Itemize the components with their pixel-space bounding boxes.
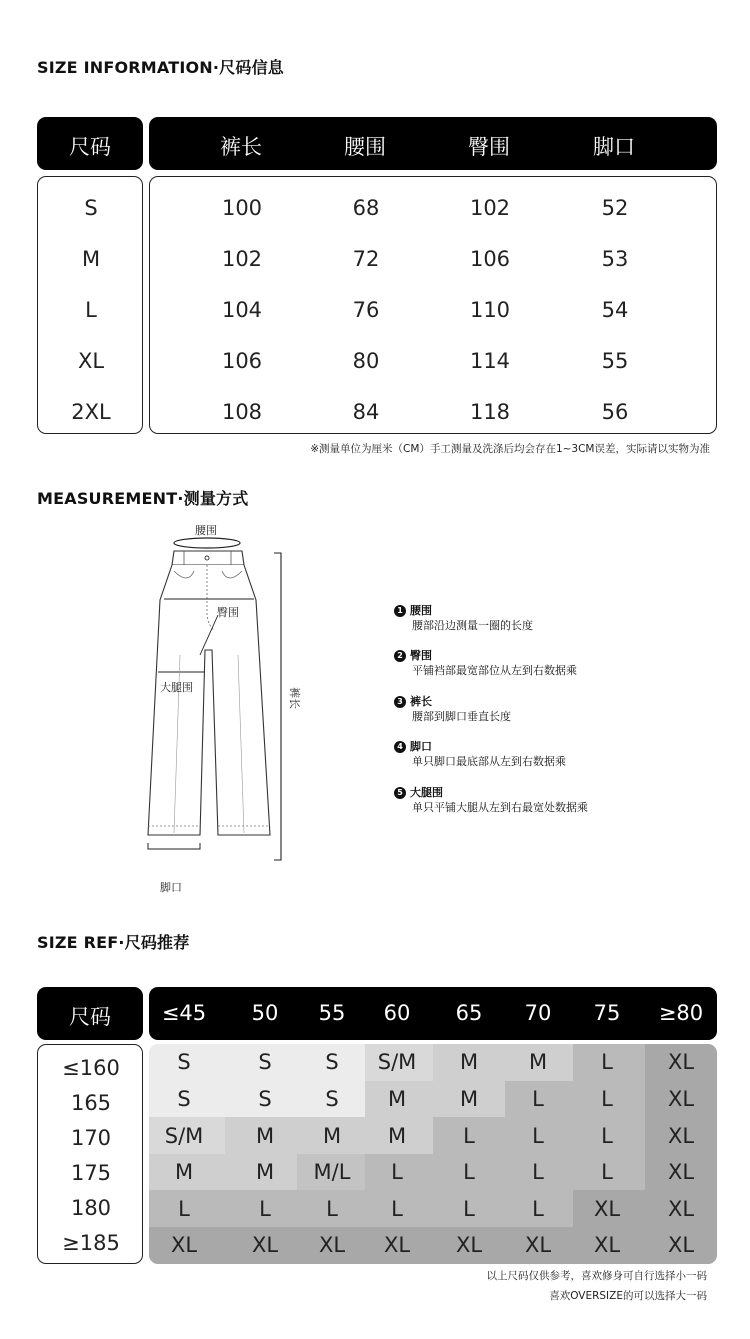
height-label: ≤160 [62,1056,120,1080]
ref-cell-value: M [387,1123,407,1148]
height-label: 170 [70,1126,112,1150]
height-label: ≥185 [62,1231,120,1255]
ref-cell-value: M [322,1123,342,1148]
hip-diagram-label: 臀围 [217,606,239,619]
ref-cell-value: S [325,1086,339,1111]
pants-diagram-icon [130,515,300,900]
ref-cell-value: XL [667,1196,695,1221]
length-diagram-label: 裤长 [288,687,301,709]
legend-item-hip [394,648,577,678]
ref-cell-value: M [255,1160,275,1185]
ref-cell-value: M [255,1123,275,1148]
ref-cell-value: S [177,1050,191,1075]
ref-cell-value: S [258,1050,272,1075]
weight-header: 70 [524,1001,552,1025]
ref-cell-value: L [463,1196,475,1221]
size-label: M [81,247,101,271]
size-info-note: ※测量单位为厘米（CM）手工测量及洗涤后均会存在1~3CM误差，实际请以实物为准 [310,443,710,455]
ref-cell-value: L [259,1196,271,1221]
legend-desc: 单只脚口最底部从左到右数据乘 [412,755,566,768]
value-cell: 68 [352,196,380,220]
legend-item-thigh [394,785,588,815]
legend-title: 裤长 [410,695,432,708]
legend-item-hem [394,739,566,769]
weight-header: 60 [383,1001,411,1025]
size-label: L [85,298,97,322]
ref-note-line-2: 喜欢OVERSIZE的可以选择大一码 [549,1290,707,1302]
size-label: XL [77,349,105,373]
legend-desc: 腰部沿边测量一圈的长度 [412,619,533,632]
value-cell: 52 [601,196,629,220]
ref-cell-value: L [601,1123,613,1148]
ref-cell-value: XL [383,1233,411,1258]
ref-cell-value: L [532,1123,544,1148]
weight-header: 55 [318,1001,346,1025]
size-label: 2XL [71,400,111,424]
ref-cell-value: XL [251,1233,279,1258]
value-cell: 114 [469,349,511,373]
size-ref-title: SIZE REF·尺码推荐 [37,933,190,952]
ref-cell-value: M [459,1050,479,1075]
ref-cell-value: XL [667,1233,695,1258]
value-cell: 53 [601,247,629,271]
ref-cell-value: XL [593,1233,621,1258]
thigh-diagram-label: 大腿围 [160,681,193,694]
legend-title: 腰围 [410,604,432,617]
ref-cell-value: S [177,1086,191,1111]
value-cell: 110 [469,298,511,322]
weight-header: ≥80 [658,1001,704,1025]
header-length: 裤长 [220,135,262,159]
ref-cell-value: S/M [164,1123,204,1148]
ref-cell-value: XL [455,1233,483,1258]
number-icon: 2 [394,650,406,662]
value-cell: 118 [469,400,511,424]
ref-cell-value: XL [667,1123,695,1148]
measurement-values-body [149,176,717,434]
value-cell: 104 [221,298,263,322]
height-label: 175 [70,1161,112,1185]
ref-cell-value: L [532,1160,544,1185]
legend-title: 臀围 [410,649,432,662]
ref-cell-value: L [601,1086,613,1111]
ref-cell-value: XL [593,1196,621,1221]
value-cell: 56 [601,400,629,424]
value-cell: 106 [221,349,263,373]
ref-corner-label: 尺码 [69,1005,111,1029]
value-cell: 76 [352,298,380,322]
hem-diagram-label: 脚口 [160,881,182,894]
value-cell: 108 [221,400,263,424]
ref-cell-value: L [463,1123,475,1148]
size-label: S [84,196,98,220]
size-header-label: 尺码 [69,135,111,159]
weight-header: ≤45 [161,1001,207,1025]
weight-header-bar [149,987,717,1040]
value-cell: 54 [601,298,629,322]
ref-cell-value: L [532,1086,544,1111]
size-info-title: SIZE INFORMATION·尺码信息 [37,58,284,77]
ref-cell-value: XL [667,1050,695,1075]
ref-cell-value: M [387,1086,407,1111]
value-cell: 80 [352,349,380,373]
ref-cell-value: S [325,1050,339,1075]
ref-cell-value: M [174,1160,194,1185]
ref-note-line-1: 以上尺码仅供参考，喜欢修身可自行选择小一码 [486,1270,707,1282]
number-icon: 1 [394,605,406,617]
value-cell: 106 [469,247,511,271]
number-icon: 4 [394,741,406,753]
ref-cell-value: L [532,1196,544,1221]
value-cell: 102 [469,196,511,220]
number-icon: 5 [394,787,406,799]
ref-cell-value: S/M [377,1050,417,1075]
ref-cell-value: L [601,1050,613,1075]
ref-cell-value: XL [318,1233,346,1258]
ref-cell-value: L [601,1160,613,1185]
ref-cell-value: L [391,1196,403,1221]
value-cell: 55 [601,349,629,373]
ref-cell-value: M [459,1086,479,1111]
waist-diagram-label: 腰围 [195,524,217,537]
legend-desc: 平铺裆部最宽部位从左到右数据乘 [412,664,577,677]
value-cell: 100 [221,196,263,220]
ref-corner-header [37,987,143,1040]
header-hip: 臀围 [468,135,510,159]
ref-cell-value: M [528,1050,548,1075]
size-ref-grid [149,1044,717,1264]
legend-title: 脚口 [410,740,432,753]
ref-cell-value: L [463,1160,475,1185]
measurement-title: MEASUREMENT·测量方式 [37,489,249,508]
ref-cell-value: M/L [313,1160,351,1185]
ref-cell-value: XL [170,1233,198,1258]
ref-cell-value: S [258,1086,272,1111]
height-label: 165 [70,1091,112,1115]
legend-title: 大腿围 [410,786,443,799]
weight-header: 65 [455,1001,483,1025]
header-waist: 腰围 [344,135,386,159]
ref-cell-value: L [391,1160,403,1185]
ref-cell-value: L [326,1196,338,1221]
measurement-header-bar [149,117,717,170]
size-column-header [37,117,143,170]
value-cell: 84 [352,400,380,424]
ref-cell-value: XL [667,1086,695,1111]
header-hem: 脚口 [593,135,635,159]
value-cell: 102 [221,247,263,271]
ref-cell-value: XL [667,1160,695,1185]
size-column-body [37,176,143,434]
legend-item-length [394,694,511,724]
height-label: 180 [70,1196,112,1220]
legend-desc: 单只平铺大腿从左到右最宽处数据乘 [412,801,588,814]
height-column [37,1044,143,1264]
number-icon: 3 [394,696,406,708]
value-cell: 72 [352,247,380,271]
legend-item-waist [394,603,533,633]
ref-cell-value: L [178,1196,190,1221]
weight-header: 50 [251,1001,279,1025]
legend-desc: 腰部到脚口垂直长度 [412,710,511,723]
ref-cell-value: XL [524,1233,552,1258]
weight-header: 75 [593,1001,621,1025]
